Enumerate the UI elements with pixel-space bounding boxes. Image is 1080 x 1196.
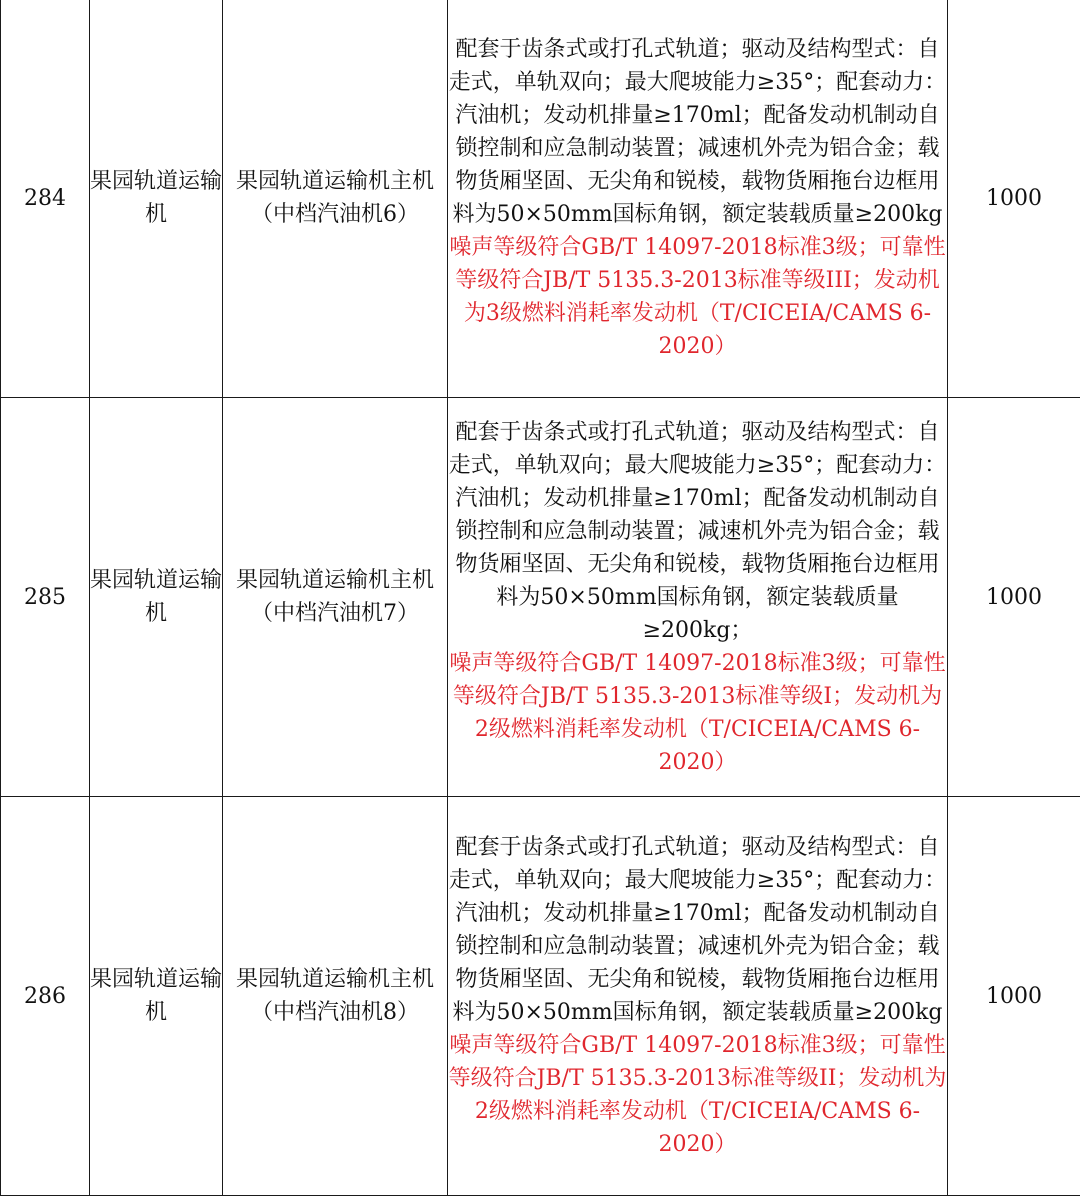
- quantity: 1000: [948, 398, 1080, 797]
- product-model: 果园轨道运输机主机（中档汽油机6）: [223, 0, 448, 398]
- row-number: 284: [1, 0, 90, 398]
- spec-highlight: 噪声等级符合GB/T 14097-2018标准3级；可靠性等级符合JB/T 5135.3-2013标准等级III；发动机为3级燃料消耗率发动机（T/CICEIA/CAMS 6-2020）: [449, 235, 946, 359]
- product-model: 果园轨道运输机主机（中档汽油机8）: [223, 797, 448, 1196]
- table-row: [1, 398, 1080, 797]
- spec-cell: [448, 0, 948, 398]
- table-row: [1, 797, 1080, 1196]
- spec-cell: [448, 797, 948, 1196]
- quantity: 1000: [948, 797, 1080, 1196]
- product-name: 果园轨道运输机: [90, 797, 223, 1196]
- quantity: 1000: [948, 0, 1080, 398]
- spec-highlight: 噪声等级符合GB/T 14097-2018标准3级；可靠性等级符合JB/T 5135.3-2013标准等级Ⅰ；发动机为2级燃料消耗率发动机（T/CICEIA/CAMS 6-2020）: [449, 650, 946, 775]
- spec-text: 配套于齿条式或打孔式轨道；驱动及结构型式：自走式，单轨双向；最大爬坡能力≥35°；配套动力：汽油机；发动机排量≥170ml；配备发动机制动自锁控制和应急制动装置；减速机外壳为铝合金；载物货厢坚固、无尖角和锐棱，载物货厢拖台边框用料为50×50mm国标角钢，额定装载质量≥200kg: [448, 37, 947, 227]
- table-row: [1, 0, 1080, 398]
- spec-text: 配套于齿条式或打孔式轨道；驱动及结构型式：自走式，单轨双向；最大爬坡能力≥35°；配套动力：汽油机；发动机排量≥170ml；配备发动机制动自锁控制和应急制动装置；减速机外壳为铝合金；载物货厢坚固、无尖角和锐棱，载物货厢拖台边框用料为50×50mm国标角钢，额定装载质量≥200kg: [448, 835, 947, 1025]
- row-number: 286: [1, 797, 90, 1196]
- product-model: 果园轨道运输机主机（中档汽油机7）: [223, 398, 448, 797]
- product-name: 果园轨道运输机: [90, 398, 223, 797]
- spec-cell: [448, 398, 948, 797]
- spec-highlight: 噪声等级符合GB/T 14097-2018标准3级；可靠性等级符合JB/T 5135.3-2013标准等级II；发动机为2级燃料消耗率发动机（T/CICEIA/CAMS 6-2020）: [448, 1033, 947, 1157]
- row-number: 285: [1, 398, 90, 797]
- spec-text: 配套于齿条式或打孔式轨道；驱动及结构型式：自走式，单轨双向；最大爬坡能力≥35°；配套动力：汽油机；发动机排量≥170ml；配备发动机制动自锁控制和应急制动装置；减速机外壳为铝合金；载物货厢坚固、无尖角和锐棱，载物货厢拖台边框用料为50×50mm国标角钢，额定装载质量≥200kg；: [448, 419, 947, 643]
- product-name: 果园轨道运输机: [90, 0, 223, 398]
